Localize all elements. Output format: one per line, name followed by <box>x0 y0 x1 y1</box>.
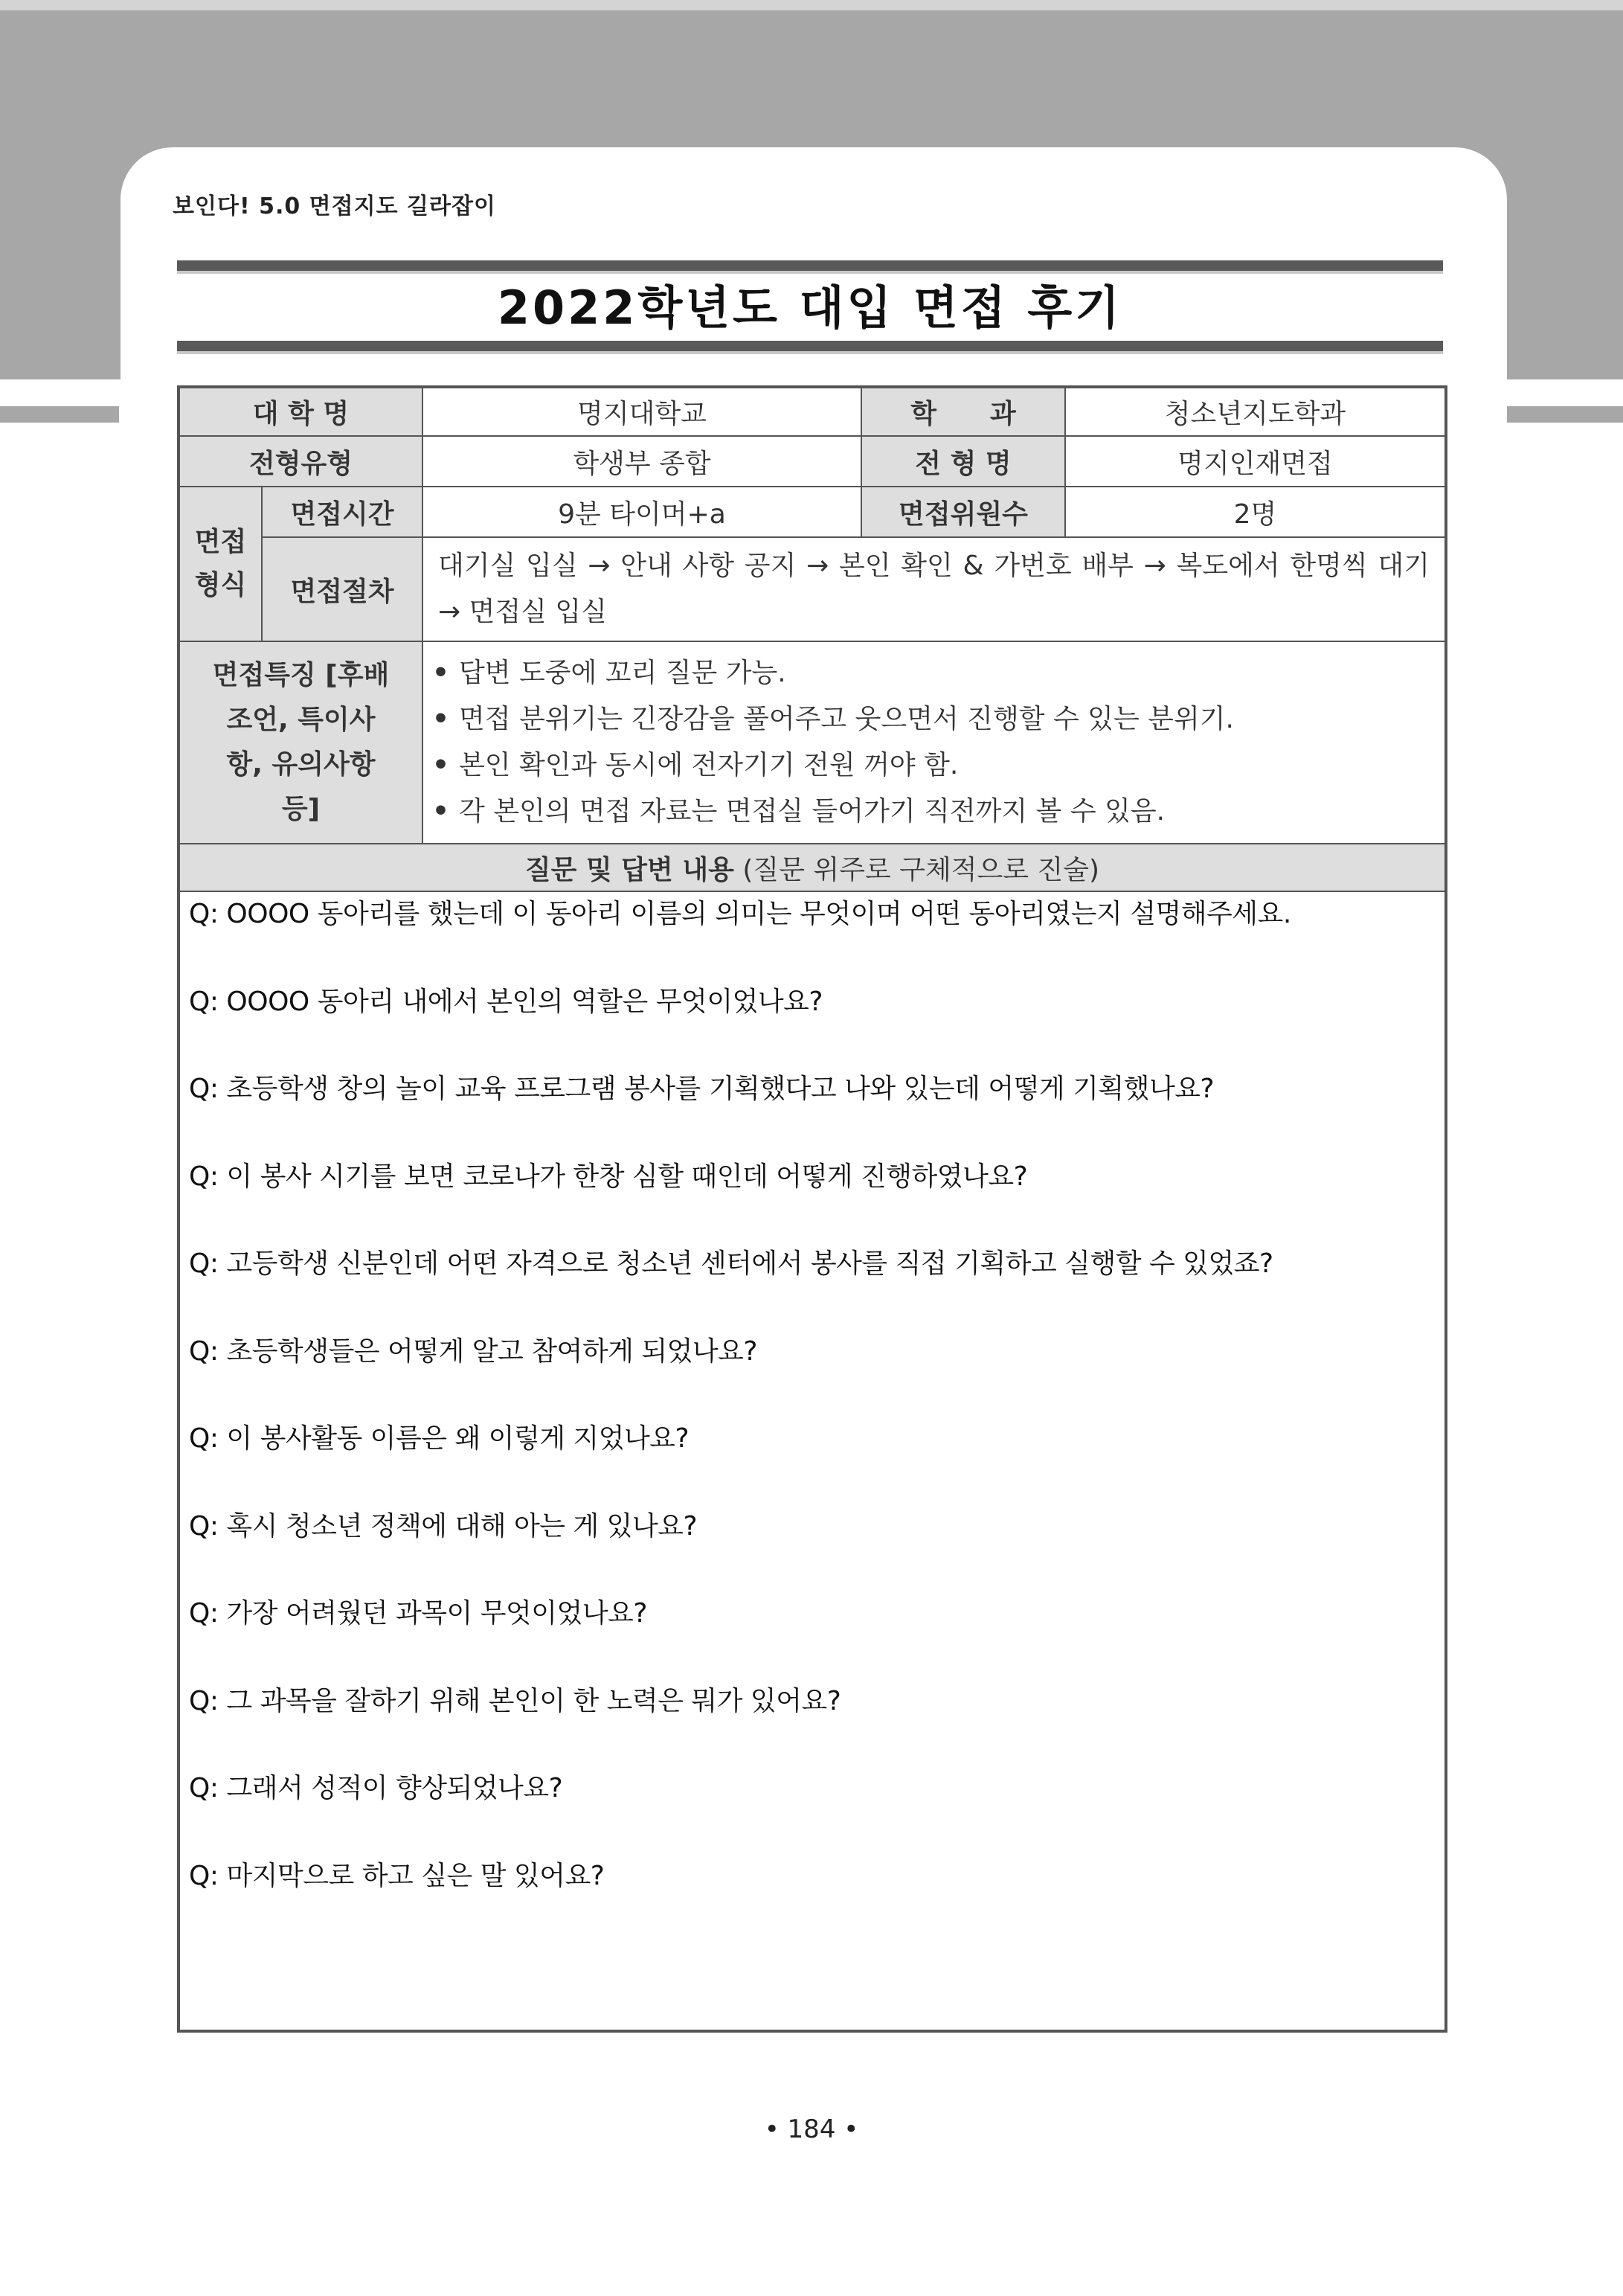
top-edge-strip <box>0 0 1623 10</box>
feature-text: 각 본인의 면접 자료는 면접실 들어가기 직전까지 볼 수 있음. <box>459 796 1166 827</box>
table-row <box>179 891 1446 2031</box>
question-item: Q: OOOO 동아리를 했는데 이 동아리 이름의 의미는 무엇이며 어떤 동아리였는지 설명해주세요. <box>189 899 1291 929</box>
question-item: Q: 가장 어려웠던 과목이 무엇이었나요? <box>189 1598 647 1629</box>
right-side-bar <box>1505 406 1623 423</box>
interviewers-value: 2명 <box>1065 487 1446 537</box>
table-row <box>179 537 1446 641</box>
qa-content <box>179 891 1446 2031</box>
page-number: • 184 • <box>764 2114 859 2144</box>
question-item: Q: 초등학생들은 어떻게 알고 참여하게 되었나요? <box>189 1335 758 1367</box>
feature-text: 면접 분위기는 긴장감을 풀어주고 웃으면서 진행할 수 있는 분위기. <box>459 704 1234 734</box>
features-list <box>422 641 1446 844</box>
time-label: 면접시간 <box>262 487 422 537</box>
department-value: 청소년지도학과 <box>1065 387 1446 436</box>
bullet-icon: • <box>432 796 450 827</box>
university-label: 대 학 명 <box>179 387 422 436</box>
list-item <box>432 650 1436 696</box>
question-item: Q: 그래서 성적이 향상되었나요? <box>189 1773 563 1803</box>
interviewers-label: 면접위원수 <box>861 487 1065 537</box>
title-rule-top-shadow <box>177 271 1443 274</box>
qa-section-title: 질문 및 답변 내용 <box>524 854 734 885</box>
interview-info-table <box>177 385 1447 2033</box>
list-item <box>432 696 1436 743</box>
procedure-value: 대기실 입실 → 안내 사항 공지 → 본인 확인 & 가번호 배부 → 복도에서 한명씩 대기 → 면접실 입실 <box>422 537 1446 641</box>
page-title: 2022학년도 대입 면접 후기 <box>497 280 1123 335</box>
bullet-icon: • <box>432 750 450 780</box>
feature-text: 답변 도중에 꼬리 질문 가능. <box>459 658 786 688</box>
format-label: 면접 형식 <box>179 487 262 641</box>
list-item <box>432 743 1436 789</box>
question-item: Q: 이 봉사활동 이름은 왜 이렇게 지었나요? <box>189 1423 690 1454</box>
admission-name-label: 전 형 명 <box>861 436 1065 487</box>
admission-type-label: 전형유형 <box>179 436 422 487</box>
running-header: 보인다! 5.0 면접지도 길라잡이 <box>173 193 496 219</box>
title-rule-top <box>177 260 1443 271</box>
question-item: Q: 고등학생 신분인데 어떤 자격으로 청소년 센터에서 봉사를 직접 기획하고 실행할 수 있었죠? <box>189 1248 1273 1279</box>
left-side-bar <box>0 406 119 423</box>
table-row <box>179 487 1446 537</box>
question-item: Q: 마지막으로 하고 싶은 말 있어요? <box>189 1860 605 1891</box>
university-value: 명지대학교 <box>422 387 861 436</box>
department-label: 학 과 <box>861 387 1065 436</box>
procedure-label: 면접절차 <box>262 537 422 641</box>
list-item <box>432 789 1436 835</box>
table-row <box>179 387 1446 436</box>
title-rule-bottom-shadow <box>177 351 1443 354</box>
table-row <box>179 844 1446 891</box>
question-item: Q: 초등학생 창의 놀이 교육 프로그램 봉사를 기획했다고 나와 있는데 어떻게 기획했나요? <box>189 1074 1215 1104</box>
admission-name-value: 명지인재면접 <box>1065 436 1446 487</box>
qa-section-note: (질문 위주로 구체적으로 진술) <box>742 854 1100 885</box>
admission-type-value: 학생부 종합 <box>422 436 861 487</box>
bullet-icon: • <box>432 658 450 688</box>
feature-text: 본인 확인과 동시에 전자기기 전원 꺼야 함. <box>459 750 959 780</box>
features-label: 면접특징 [후배조언, 특이사항, 유의사항 등] <box>179 641 422 844</box>
bullet-icon: • <box>432 704 450 734</box>
question-item: Q: 이 봉사 시기를 보면 코로나가 한창 심할 때인데 어떻게 진행하였나요? <box>189 1161 1028 1192</box>
question-item: Q: 혹시 청소년 정책에 대해 아는 게 있나요? <box>189 1510 698 1542</box>
time-value: 9분 타이머+a <box>422 487 861 537</box>
table-row <box>179 641 1446 844</box>
title-rule-bottom <box>177 341 1443 351</box>
table-row <box>179 436 1446 487</box>
qa-section-header <box>179 844 1446 891</box>
question-item: Q: OOOO 동아리 내에서 본인의 역할은 무엇이었나요? <box>189 986 823 1017</box>
question-item: Q: 그 과목을 잘하기 위해 본인이 한 노력은 뭐가 있어요? <box>189 1685 841 1716</box>
